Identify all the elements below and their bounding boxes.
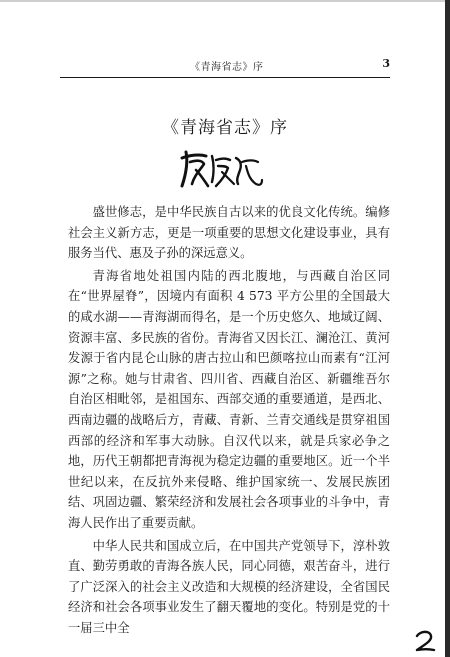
paragraph-3: 中华人民共和国成立后，在中国共产党领导下，淳朴敦直、勤劳勇敢的青海各族人民，同心同德，艰苦奋斗，进行了广泛深入的社会主义改造和大规模的经济建设，全省国民经济和社会各项事业发生了翻天覆地的变化。特别是党的十一届三中全 (68, 538, 390, 635)
running-header (60, 58, 390, 74)
scan-edge (0, 0, 450, 2)
handwritten-margin-note (412, 628, 438, 654)
page-number: 3 (382, 57, 390, 70)
signature (176, 146, 266, 190)
paragraph-1: 盛世修志，是中华民族自古以来的优良文化传统。编修社会主义新方志，更是一项重要的思想文化建设事业，具有服务当代、惠及子孙的深远意义。 (68, 205, 390, 261)
preface-title: 《青海省志》序 (162, 118, 288, 138)
paragraph-2: 青海省地处祖国内陆的西北腹地，与西藏自治区同在“世界屋脊”，因境内有面积 4 573 平方公里的全国最大的咸水湖——青海湖而得名，是一个历史悠久、地域辽阔、资源丰富、多民族的省份。青海省又因长江、澜沧江、黄河发源于省内昆仑山脉的唐古拉山和巴颜喀拉山而素有“江河源”之称。她与甘肃省、四川省、西藏自治区、新疆维吾尔自治区相毗邻，是祖国东、西部交通的重要通道，是西北、西南边疆的战略后方，青藏、青新、兰青交通线是贯穿祖国西部的经济和军事大动脉。自汉代以来，就是兵家必争之地，历代王朝都把青海视为稳定边疆的重要地区。近一个半世纪以来，在反抗外来侵略、维护国家统一、发展民族团结、巩固边疆、繁荣经济和发展社会各项事业的斗争中，青海人民作出了重要贡献。 (68, 268, 390, 530)
scan-edge (445, 0, 450, 657)
running-title: 《青海省志》序 (190, 62, 264, 73)
preface-body (68, 202, 390, 638)
header-rule (60, 77, 390, 78)
